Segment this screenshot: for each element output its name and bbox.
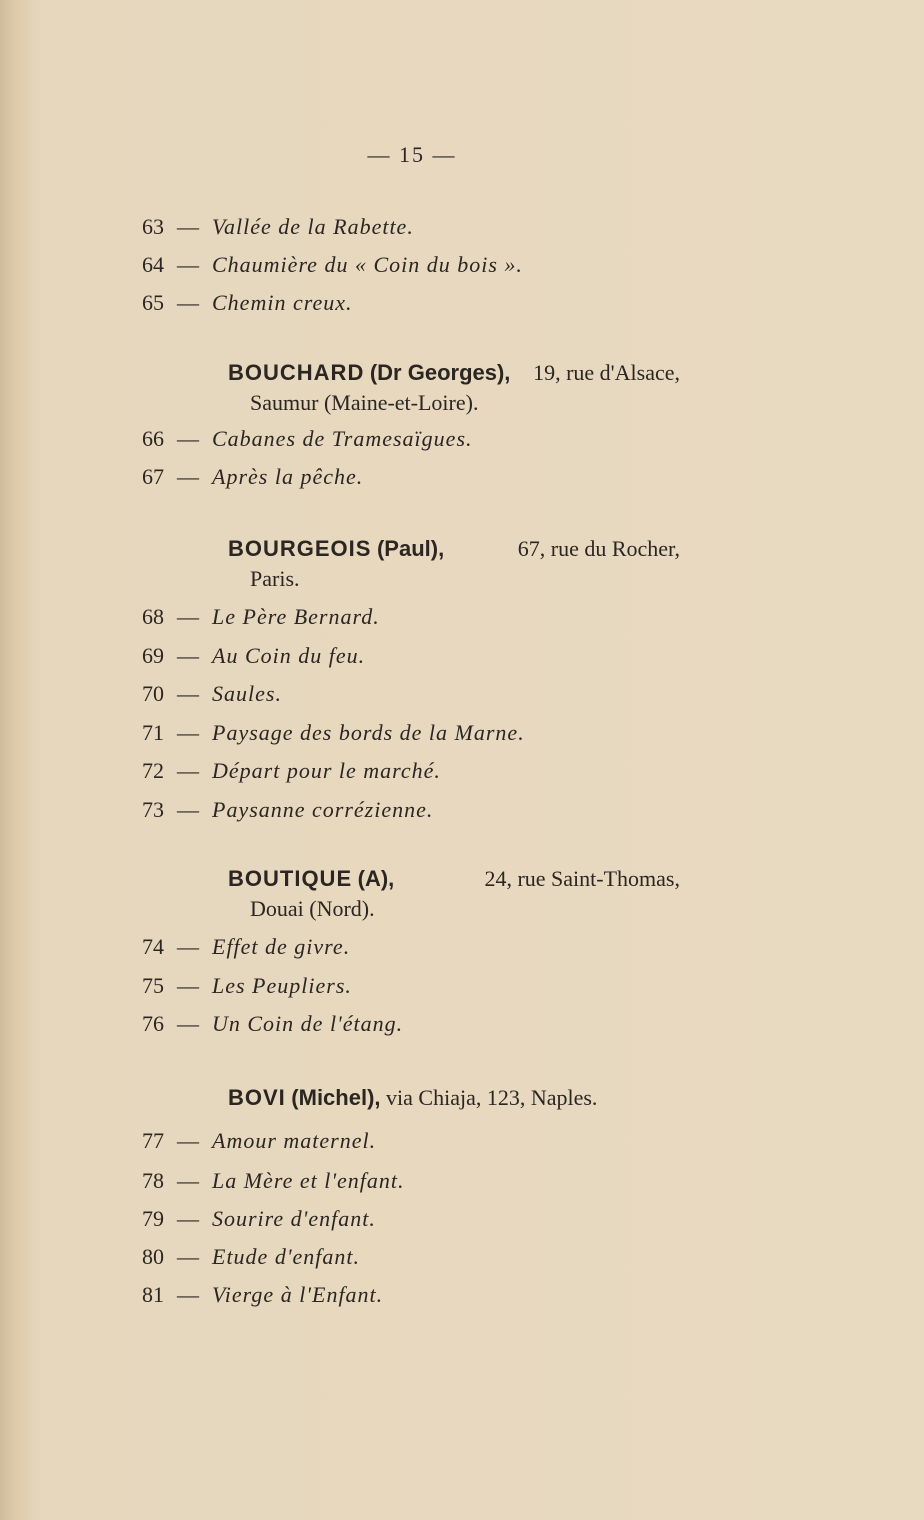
entry-title: Etude d'enfant.	[212, 1244, 361, 1269]
catalogue-entry	[120, 252, 523, 282]
entry-dash: —	[177, 214, 199, 239]
catalogue-entry	[120, 973, 352, 1003]
entry-title: Le Père Bernard.	[212, 604, 380, 629]
artist-heading	[228, 1083, 680, 1113]
entry-dash: —	[177, 720, 199, 745]
artist-first-name: (Michel),	[291, 1085, 381, 1110]
artist-heading	[228, 534, 680, 594]
entry-dash: —	[177, 252, 199, 277]
entry-number: 81	[142, 1282, 164, 1307]
catalogue-entry	[120, 643, 365, 673]
artist-heading	[228, 358, 680, 418]
entry-number: 80	[142, 1244, 164, 1269]
entry-title: Amour maternel.	[212, 1128, 377, 1153]
artist-heading	[228, 864, 680, 924]
artist-first-name: (Paul),	[376, 536, 445, 561]
entry-number: 74	[142, 934, 164, 959]
page-number: — 15 —	[367, 142, 457, 167]
entry-number: 69	[142, 643, 164, 668]
entry-title: Départ pour le marché.	[212, 758, 441, 783]
entry-dash: —	[177, 758, 199, 783]
entry-title: Paysanne corrézienne.	[212, 797, 434, 822]
entry-dash: —	[177, 290, 199, 315]
entry-dash: —	[177, 426, 199, 451]
catalogue-entry	[120, 797, 433, 827]
artist-first-name: (Dr Georges),	[369, 360, 511, 385]
entry-dash: —	[177, 1206, 199, 1231]
entry-number: 66	[142, 426, 164, 451]
catalogue-entry	[120, 1128, 376, 1158]
catalogue-entry	[120, 720, 525, 750]
entry-title: Sourire d'enfant.	[212, 1206, 376, 1231]
entry-title: Un Coin de l'étang.	[212, 1011, 404, 1036]
entry-title: Chaumière du « Coin du bois ».	[212, 252, 523, 277]
catalogue-entry	[120, 1168, 405, 1198]
artist-city: Saumur (Maine-et-Loire).	[250, 390, 479, 415]
artist-first-name: (A),	[357, 866, 395, 891]
entry-title: Chemin creux.	[212, 290, 353, 315]
catalogue-entry	[120, 1206, 376, 1236]
catalogue-entry	[120, 604, 380, 634]
entry-title: Les Peupliers.	[212, 973, 352, 998]
catalogue-entry	[120, 464, 363, 494]
artist-city: Douai (Nord).	[250, 896, 375, 921]
artist-city: Paris.	[250, 566, 300, 591]
entry-title: Effet de givre.	[212, 934, 351, 959]
catalogue-entry	[120, 681, 282, 711]
entry-number: 77	[142, 1128, 164, 1153]
entry-number: 76	[142, 1011, 164, 1036]
entry-number: 75	[142, 973, 164, 998]
artist-address: via Chiaja, 123, Naples.	[386, 1085, 598, 1110]
entry-number: 64	[142, 252, 164, 277]
catalogue-entry	[120, 290, 352, 320]
entry-number: 63	[142, 214, 164, 239]
catalogue-entry	[120, 934, 350, 964]
artist-address: 67, rue du Rocher,	[517, 536, 680, 561]
artist-address: 24, rue Saint-Thomas,	[484, 866, 680, 891]
entry-title: Paysage des bords de la Marne.	[212, 720, 525, 745]
artist-name: BOUTIQUE	[228, 866, 353, 891]
entry-dash: —	[177, 797, 199, 822]
entry-dash: —	[177, 464, 199, 489]
entry-title: Saules.	[212, 681, 282, 706]
entry-title: Vallée de la Rabette.	[212, 214, 414, 239]
catalogue-entry	[120, 214, 414, 244]
entry-title: Cabanes de Tramesaïgues.	[212, 426, 473, 451]
artist-name: BOVI	[228, 1085, 286, 1110]
catalogue-entry	[120, 1011, 403, 1041]
artist-address: 19, rue d'Alsace,	[533, 360, 680, 385]
entry-number: 70	[142, 681, 164, 706]
entry-dash: —	[177, 681, 199, 706]
artist-name: BOUCHARD	[228, 360, 365, 385]
entry-dash: —	[177, 1011, 199, 1036]
entry-dash: —	[177, 1282, 199, 1307]
entry-number: 71	[142, 720, 164, 745]
entry-number: 68	[142, 604, 164, 629]
entry-number: 73	[142, 797, 164, 822]
entry-number: 65	[142, 290, 164, 315]
entry-title: La Mère et l'enfant.	[212, 1168, 405, 1193]
artist-name: BOURGEOIS	[228, 536, 372, 561]
catalogue-entry	[120, 1282, 383, 1312]
entry-number: 79	[142, 1206, 164, 1231]
entry-title: Au Coin du feu.	[212, 643, 366, 668]
entry-title: Après la pêche.	[212, 464, 364, 489]
catalogue-entry	[120, 758, 441, 788]
entry-dash: —	[177, 643, 199, 668]
catalogue-entry	[120, 426, 473, 456]
entry-dash: —	[177, 1168, 199, 1193]
entry-dash: —	[177, 934, 199, 959]
entry-dash: —	[177, 973, 199, 998]
catalogue-entry	[120, 1244, 360, 1274]
entry-number: 72	[142, 758, 164, 783]
entry-dash: —	[177, 1244, 199, 1269]
entry-title: Vierge à l'Enfant.	[212, 1282, 384, 1307]
entry-dash: —	[177, 1128, 199, 1153]
entry-number: 67	[142, 464, 164, 489]
entry-dash: —	[177, 604, 199, 629]
entry-number: 78	[142, 1168, 164, 1193]
